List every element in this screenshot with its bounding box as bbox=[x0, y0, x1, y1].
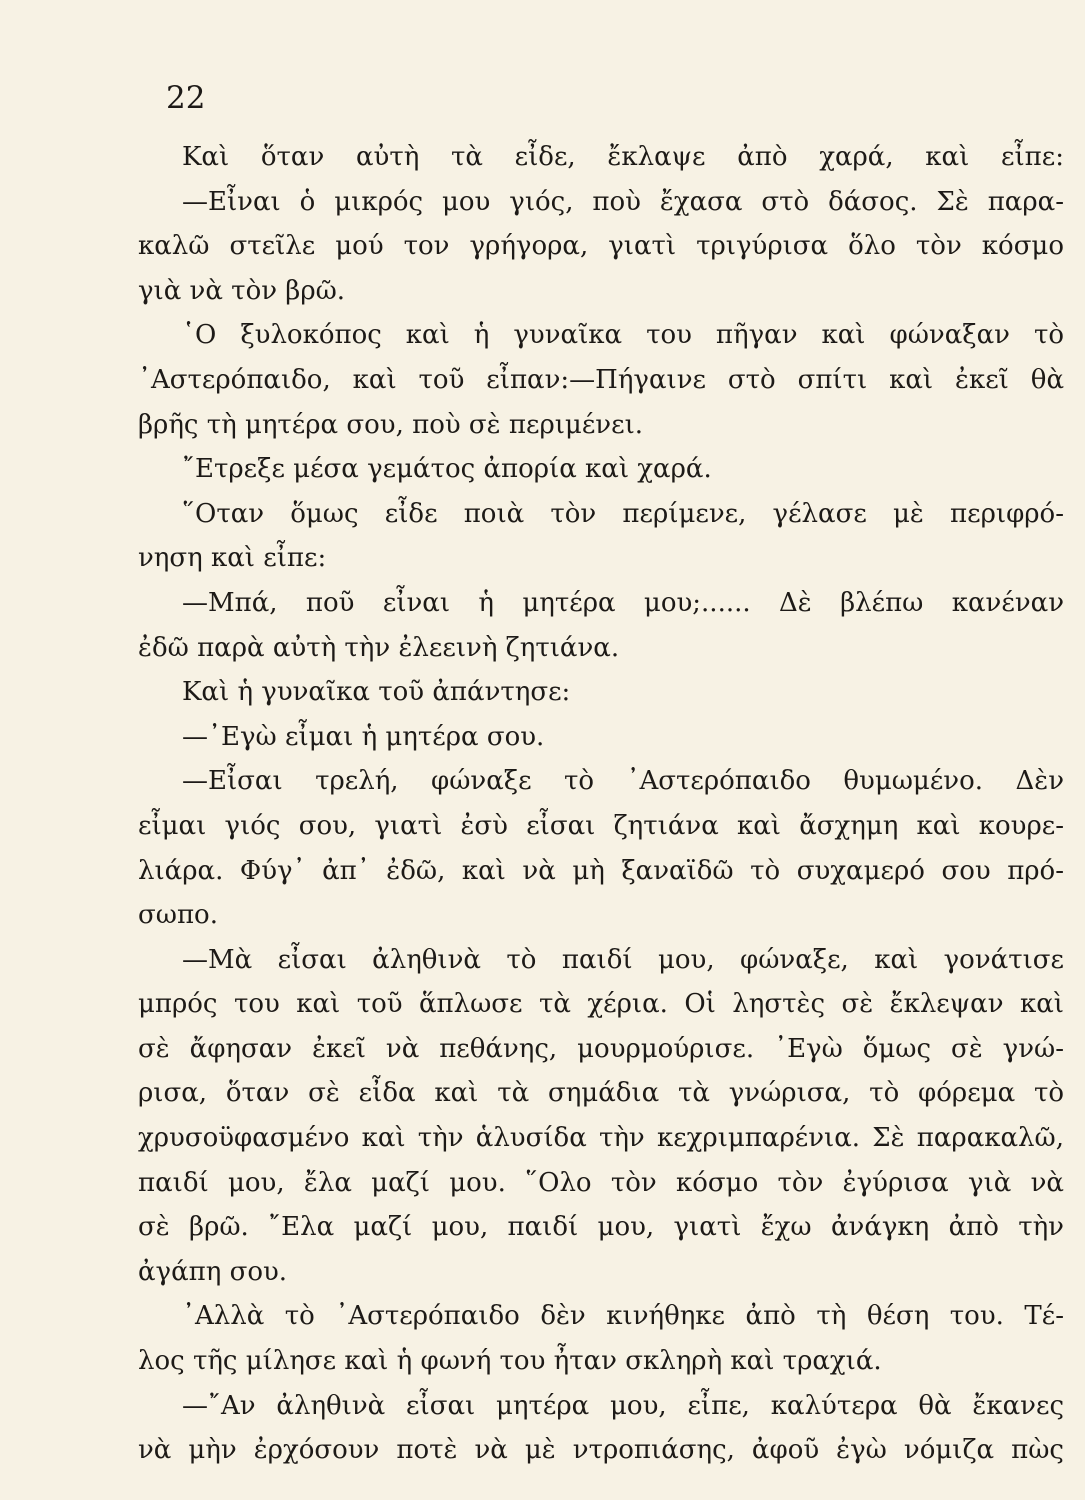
text-line: —Μὰ εἶσαι ἀληθινὰ τὸ παιδί μου, φώναξε, καὶ γονάτισε bbox=[182, 944, 1064, 975]
text-line: ῞Οταν ὅμως εἶδε ποιὰ τὸν περίμενε, γέλασε μὲ περιφρό- bbox=[182, 498, 1064, 529]
text-line: Καὶ ἡ γυναῖκα τοῦ ἀπάντησε: bbox=[182, 677, 571, 708]
text-line: ῾Ο ξυλοκόπος καὶ ἡ γυναῖκα του πῆγαν καὶ φώναξαν τὸ bbox=[182, 320, 1064, 351]
page-number: 22 bbox=[166, 80, 206, 116]
text-line: λος τῆς μίλησε καὶ ἡ φωνή του ἦταν σκληρὴ καὶ τραχιά. bbox=[138, 1346, 882, 1377]
text-line: ῎Ετρεξε μέσα γεμάτος ἀπορία καὶ χαρά. bbox=[182, 454, 712, 485]
text-line: —Εἶσαι τρελή, φώναξε τὸ ᾿Αστερόπαιδο θυμωμένο. Δὲν bbox=[182, 766, 1064, 797]
text-line: —Εἶναι ὁ μικρός μου γιός, ποὺ ἔχασα στὸ δάσος. Σὲ παρα- bbox=[182, 186, 1064, 217]
text-line: —᾿Εγὼ εἶμαι ἡ μητέρα σου. bbox=[182, 721, 545, 752]
text-line: ἐδῶ παρὰ αὐτὴ τὴν ἐλεεινὴ ζητιάνα. bbox=[138, 632, 620, 663]
text-line: χρυσοϋφασμένο καὶ τὴν ἁλυσίδα τὴν κεχριμπαρένια. Σὲ παρακαλῶ, bbox=[138, 1123, 1064, 1154]
text-line: μπρός του καὶ τοῦ ἅπλωσε τὰ χέρια. Οἱ ληστὲς σὲ ἔκλεψαν καὶ bbox=[138, 989, 1064, 1020]
text-line: εἶμαι γιός σου, γιατὶ ἐσὺ εἶσαι ζητιάνα καὶ ἄσχημη καὶ κουρε- bbox=[138, 810, 1064, 841]
text-line: —῎Αν ἀληθινὰ εἶσαι μητέρα μου, εἶπε, καλύτερα θὰ ἔκανες bbox=[182, 1390, 1064, 1421]
text-line: σωπο. bbox=[138, 900, 218, 931]
text-line: καλῶ στεῖλε μού τον γρήγορα, γιατὶ τριγύρισα ὅλο τὸν κόσμο bbox=[138, 231, 1064, 262]
text-line: —Μπά, ποῦ εἶναι ἡ μητέρα μου;...... Δὲ βλέπω κανέναν bbox=[182, 587, 1064, 618]
text-line: ᾿Αλλὰ τὸ ᾿Αστερόπαιδο δὲν κινήθηκε ἀπὸ τὴ θέση του. Τέ- bbox=[182, 1301, 1064, 1332]
text-line: λιάρα. Φύγ᾿ ἀπ᾿ ἐδῶ, καὶ νὰ μὴ ξαναϊδῶ τὸ συχαμερό σου πρό- bbox=[138, 855, 1064, 886]
text-line: Καὶ ὅταν αὐτὴ τὰ εἶδε, ἔκλαψε ἀπὸ χαρά, καὶ εἶπε: bbox=[182, 142, 1064, 172]
text-line: γιὰ νὰ τὸν βρῶ. bbox=[138, 275, 346, 306]
text-line: νὰ μὴν ἐρχόσουν ποτὲ νὰ μὲ ντροπιάσης, ἀφοῦ ἐγὼ νόμιζα πὼς bbox=[138, 1435, 1064, 1466]
text-line: σὲ βρῶ. ῎Ελα μαζί μου, παιδί μου, γιατὶ ἔχω ἀνάγκη ἀπὸ τὴν bbox=[138, 1212, 1064, 1243]
body-text bbox=[138, 135, 1064, 1473]
text-line: βρῆς τὴ μητέρα σου, ποὺ σὲ περιμένει. bbox=[138, 409, 644, 440]
text-line: ρισα, ὅταν σὲ εἶδα καὶ τὰ σημάδια τὰ γνώρισα, τὸ φόρεμα τὸ bbox=[138, 1078, 1064, 1109]
text-line: παιδί μου, ἔλα μαζί μου. ῞Ολο τὸν κόσμο τὸν ἐγύρισα γιὰ νὰ bbox=[138, 1167, 1064, 1198]
text-line: νηση καὶ εἶπε: bbox=[138, 543, 327, 574]
text-line: σὲ ἄφησαν ἐκεῖ νὰ πεθάνης, μουρμούρισε. ᾿Εγὼ ὅμως σὲ γνώ- bbox=[138, 1033, 1064, 1064]
text-line: ᾿Αστερόπαιδο, καὶ τοῦ εἶπαν:—Πήγαινε στὸ σπίτι καὶ ἐκεῖ θὰ bbox=[138, 364, 1064, 395]
text-line: ἀγάπη σου. bbox=[138, 1256, 288, 1287]
